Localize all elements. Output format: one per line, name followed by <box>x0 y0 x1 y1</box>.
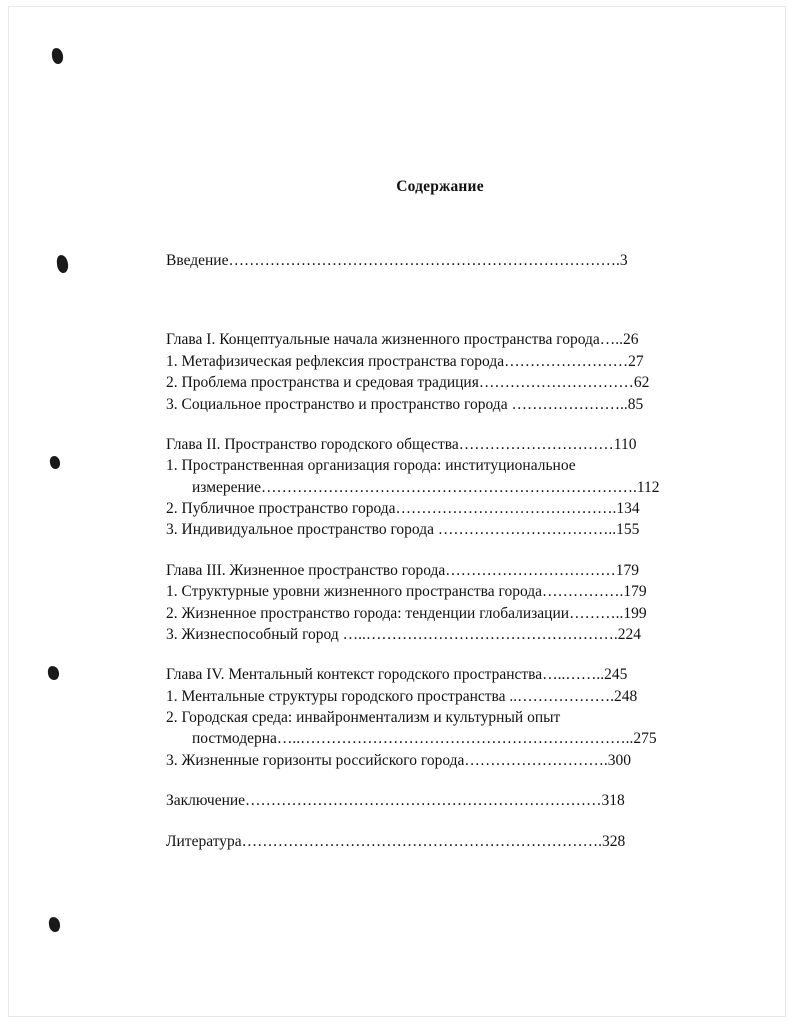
spacer <box>166 812 714 831</box>
scan-artifact-mark <box>56 254 69 273</box>
toc-entry-3-2[interactable]: 2. Жизненное пространство города: тенденции глобализации………..199 <box>166 604 647 622</box>
toc-entry-4-2-continuation[interactable]: постмодерна…..………………………………………………………..275 <box>192 730 657 748</box>
toc-entry-zaklyuchenie[interactable]: Заключение……………………………………………………………318 <box>166 792 625 810</box>
scan-artifact-mark <box>48 916 61 932</box>
toc-group-chapter-2 <box>166 434 714 541</box>
spacer <box>166 645 714 664</box>
toc-entry-3-1[interactable]: 1. Структурные уровни жизненного пространства города…………….179 <box>166 583 647 601</box>
toc-entry-1-1[interactable]: 1. Метафизическая рефлексия пространства города……………………27 <box>166 352 644 370</box>
scan-artifact-mark <box>47 665 59 680</box>
toc-entry-literatura[interactable]: Литература…………………………………………………………….328 <box>166 832 626 850</box>
toc-entry-chapter-2[interactable]: Глава II. Пространство городского общества…………………………110 <box>166 435 637 453</box>
toc-group-chapter-1 <box>166 329 714 415</box>
toc-entry-chapter-3[interactable]: Глава III. Жизненное пространство города……………………………179 <box>166 561 640 579</box>
spacer <box>166 271 714 329</box>
scan-artifact-mark <box>51 47 64 64</box>
toc-entry-1-3[interactable]: 3. Социальное пространство и пространство города …………………..85 <box>166 395 644 413</box>
toc-group-chapter-4 <box>166 664 714 771</box>
toc-entry-4-1[interactable]: 1. Ментальные структуры городского пространства ..……………….248 <box>166 687 638 705</box>
toc-entry-4-3[interactable]: 3. Жизненные горизонты российского города……………………….300 <box>166 751 632 769</box>
toc-entry-chapter-4[interactable]: Глава IV. Ментальный контекст городского пространства…..……..245 <box>166 666 628 684</box>
toc-entry-4-2[interactable]: 2. Городская среда: инвайронментализм и культурный опыт <box>166 709 561 726</box>
toc-group-chapter-3 <box>166 560 714 646</box>
table-of-contents <box>166 250 714 852</box>
page-title: Содержание <box>396 178 484 195</box>
spacer <box>166 771 714 790</box>
toc-entry-2-1[interactable]: 1. Пространственная организация города: институциональное <box>166 457 576 475</box>
toc-entry-vvedenie[interactable]: Введение………………………………………………………………….3 <box>166 252 628 269</box>
toc-entry-2-1-continuation[interactable]: измерение……………………………………………………………….112 <box>192 478 660 496</box>
page-content <box>166 0 714 852</box>
toc-entry-1-2[interactable]: 2. Проблема пространства и средовая традиция…………………………62 <box>166 374 650 392</box>
toc-entry-2-2[interactable]: 2. Публичное пространство города…………………………………….134 <box>166 500 640 517</box>
toc-entry-chapter-1[interactable]: Глава I. Концептуальные начала жизненного пространства города…..26 <box>166 331 639 349</box>
toc-entry-3-3[interactable]: 3. Жизнеспособный город …..………………………………………….224 <box>166 625 641 643</box>
spacer <box>166 415 714 434</box>
toc-entry-2-3[interactable]: 3. Индивидуальное пространство города ……………………………..155 <box>166 521 640 539</box>
scan-artifact-mark <box>49 456 60 470</box>
spacer <box>166 541 714 560</box>
